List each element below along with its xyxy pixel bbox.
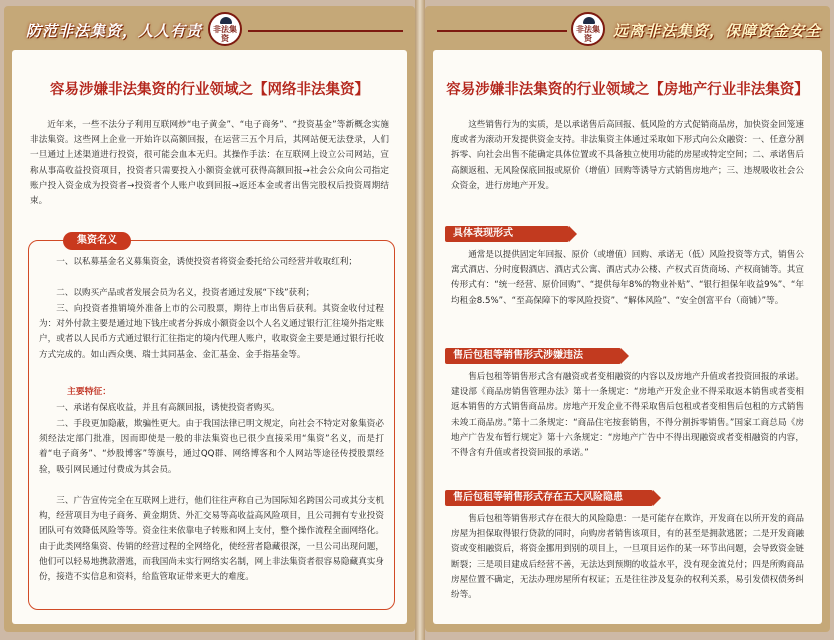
left-title: 容易涉嫌非法集资的行业领域之【网络非法集资】 bbox=[50, 82, 369, 98]
section-heading-2-text: 售后包租等销售形式涉嫌违法 bbox=[453, 350, 583, 361]
right-content bbox=[433, 50, 822, 624]
section-heading-1-text: 具体表现形式 bbox=[453, 228, 513, 239]
section-heading-1-arrow bbox=[569, 226, 577, 242]
right-header-slogan: 远离非法集资，保障资金安全 bbox=[613, 22, 822, 40]
box-item-2: 二、以购买产品或者发展会员为名义，投资者通过发展“下线”获利； bbox=[56, 288, 315, 298]
section-text-2: 售后包租等销售形式含有融资或者变相融资的内容以及房地产升值或者投资回报的承诺。建设部《商品房销售管理办法》第十一条规定：“房地产开发企业不得采取返本销售或者变相返本销售的方式销售商品房。房地产开发企业不得采取售后包租或者变相售后包租的方式销售未竣工商品房。”第十二条规定：“商品住宅按套销售，不得分割拆零销售。”国家工商总局《房地产广告发布暂行规定》第十六条规定：“房地产广告中不得出现融资或者变相融资的内容，不得含有升值或者投资回报的承诺。” bbox=[451, 372, 804, 459]
left-seal-text: 非法集资 bbox=[213, 25, 237, 43]
right-page bbox=[425, 6, 830, 632]
box-tag: 集资名义 bbox=[63, 232, 131, 250]
right-title: 容易涉嫌非法集资的行业领域之【房地产行业非法集资】 bbox=[446, 82, 809, 98]
box-item-1: 一、以私募基金名义募集资金，诱使投资者将资金委托给公司经营并收取红利； bbox=[56, 257, 357, 267]
book-spine bbox=[415, 0, 425, 640]
feature-1: 一、承诺有保底收益，并且有高额回报，诱使投资者购买。 bbox=[56, 403, 280, 413]
feature-2: 二、手段更加隐蔽，欺骗性更大。由于我国法律已明文规定，向社会不特定对象集资必须经法定部门批准，因而即使是一般的非法集资也已很少直接采用“集资”名义，而是打着“电子商务”、“炒股博客”等旗号，通过QQ群、网络博客和个人网站等途径传授股票经验，吸引网民通过付费成为其会员。 bbox=[39, 419, 384, 475]
police-cap-icon bbox=[220, 17, 232, 24]
section-heading-1 bbox=[445, 226, 569, 242]
box-item-3: 三、向投资者推销境外准备上市的公司股票，期待上市出售后获利。其资金收付过程为：对外付款主要是通过地下钱庄或者分拆成小额资金以个人名义通过银行汇往境外指定账户，或者以人民币方式通过银行汇往指定的境内代理人账户，收取资金主要是通过银行托收方式完成的。如山西众奥、瑞士其同基金、金汇基金、金手指基金等。 bbox=[39, 304, 384, 360]
left-content bbox=[12, 50, 407, 624]
fundraising-name-box bbox=[28, 235, 395, 610]
section-text-3: 售后包租等销售形式存在很大的风险隐患：一是可能存在欺诈，开发商在以所开发的商品房屋为担保取得银行贷款的同时，向购房者销售该项目，有的甚至是拥款逃匿；二是开发商融资或变相融资后，将资金挪用到别的项目上，一旦项目运作的某一环节出问题，会导致资金链断裂；三是项目建成后经营不善，无法达到预期的收益水平，没有现金流兑付；四是所购商品房屋位置不确定，无法办理房屋所有权证；五是往往涉及复杂的权利关系，易引发债权债务纠纷等。 bbox=[451, 514, 804, 601]
left-seal-icon bbox=[208, 12, 242, 46]
section-heading-2 bbox=[445, 348, 621, 364]
section-text-1: 通常是以提供固定年回报、原价（或增值）回购、承诺无（低）风险投资等方式，销售公寓式酒店、分时度假酒店、酒店式公寓、酒店式办公楼、产权式百货商场、产权商铺等。其宣传形式有：“统一经营、原价回购”、“提供每年8%的物业补贴”、“银行担保年收益9%”、“年均租金8.5%”、“至高保障下的零风险投资”、“解体风险”、“安全创富平台（商铺）”等。 bbox=[451, 250, 804, 306]
left-page bbox=[4, 6, 415, 632]
right-seal-text: 非法集资 bbox=[576, 25, 600, 43]
left-intro: 近年来，一些不法分子利用互联网炒“电子黄金”、“电子商务”、“投资基金”等新概念实施非法集资。这些网上企业一开始许以高额回报，在运营三五个月后，其网站便无法登录，人们一旦通过上述渠道进行投资，很可能会血本无归。其操作手法：在互联网上设立公司网站，宣称从事高收益投资项目，投资者只需要投入小额资金就可获得高额回报→社会公众向公司指定账户投入资金成为投资者→投资者个人账户收到回报→返还本金或者出售完股权后投资周期结束。 bbox=[30, 120, 389, 207]
left-header-slogan: 防范非法集资，人人有责 bbox=[26, 22, 203, 40]
police-cap-icon bbox=[583, 17, 595, 24]
section-heading-3 bbox=[445, 490, 653, 506]
left-header-line bbox=[248, 30, 403, 32]
section-heading-2-arrow bbox=[621, 348, 629, 364]
feature-3: 三、广告宣传完全在互联网上进行，他们往往声称自己为国际知名跨国公司或其分支机构，经营项目为电子商务、黄金期货、外汇交易等高收益高风险项目，且公司拥有专业投资团队可有效降低风险等等。资金往来依靠电子转账和网上支付，整个操作流程全面网络化。由于此类网络集资、传销的经营过程的全网络化，使经营者隐藏很深，一旦公司出现问题，他们可以轻易地携款潜逃，而我国尚未实行网络实名制，网上非法集资者很容易隐藏真实身份，接造不实信息和资料，给监管取证带来更大的难度。 bbox=[39, 496, 384, 583]
right-header-line bbox=[437, 30, 567, 32]
right-intro: 这些销售行为的实质，是以承诺售后高回报、低风险的方式促销商品房，加快资金回笼速度或者为滚动开发提供资金支持。非法集资主体通过采取如下形式向公众融资：一、任意分割拆零、向社会出售不能确定具体位置或不具备独立使用功能的房屋或特定空间；二、承诺售后高额返租、无风险保底回报或原价（增值）回购等诱导方式销售房地产；三、违规吸收社会公众资金，进行房地产开发。 bbox=[451, 120, 804, 191]
section-heading-3-text: 售后包租等销售形式存在五大风险隐患 bbox=[453, 492, 623, 503]
right-seal-icon bbox=[571, 12, 605, 46]
features-label: 主要特征： bbox=[67, 387, 111, 397]
section-heading-3-arrow bbox=[653, 490, 661, 506]
